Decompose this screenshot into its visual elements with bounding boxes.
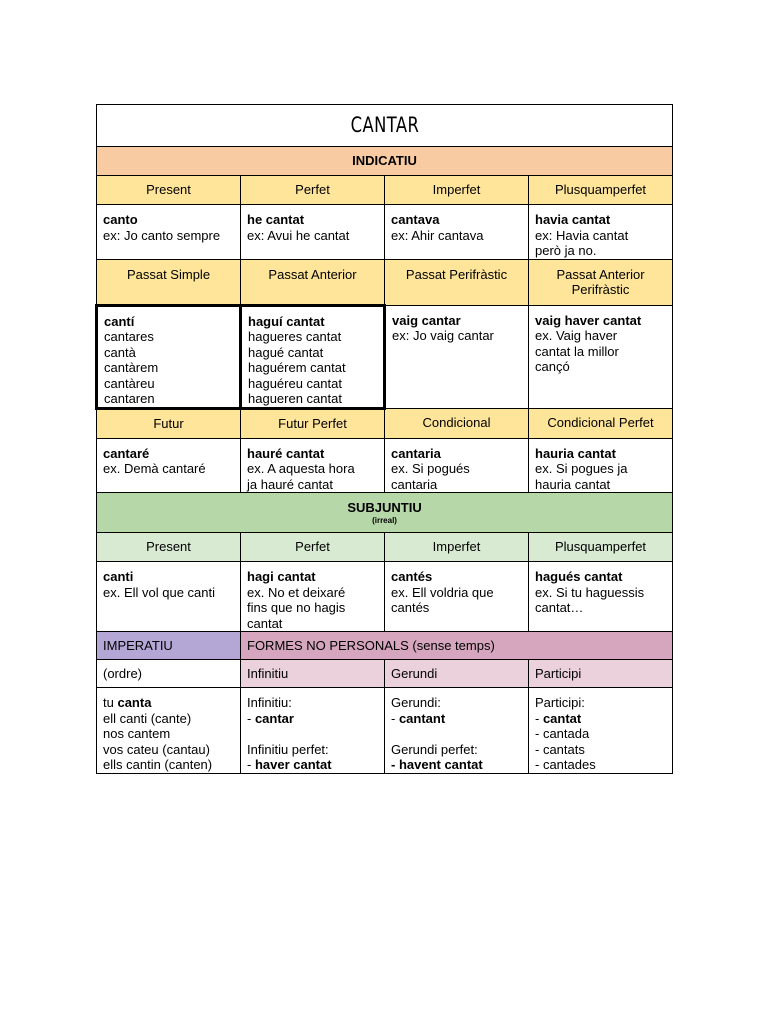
- conjugation-line: cantares: [104, 329, 154, 344]
- verb-form: cantí: [104, 313, 135, 329]
- tense-header: Participi: [529, 660, 673, 688]
- example-line: cantat: [247, 615, 283, 631]
- conjugation-line: hagué cantat: [248, 344, 324, 360]
- verb-form: hagi cantat: [247, 569, 316, 584]
- example-line: ex. Ell vol que canti: [103, 584, 216, 600]
- tense-header: Passat Simple: [97, 259, 241, 305]
- verb-form: cantar: [254, 710, 294, 726]
- spacer: [247, 726, 378, 742]
- conjugation-line: haguérem cantat: [248, 360, 346, 375]
- imperatiu-line: ells cantin (canten): [103, 757, 213, 772]
- section-subjuntiu-label: SUBJUNTIU: [347, 500, 422, 516]
- tense-header: Perfet: [241, 533, 385, 562]
- conjugation-cell: [241, 438, 385, 493]
- conjugation-sheet: [95, 104, 671, 774]
- verb-form: hauria cantat: [535, 445, 616, 461]
- spacer: [391, 726, 522, 742]
- infinitiu-cell: [241, 688, 385, 774]
- example-line: fins que no hagis: [247, 600, 346, 615]
- conjugation-cell: [97, 562, 241, 632]
- infinitiu-label: Infinitiu:: [247, 695, 292, 710]
- participi-line: - cantats: [535, 741, 585, 757]
- verb-title-text: CANTAR: [350, 112, 419, 137]
- verb-form: vaig haver cantat: [535, 312, 642, 328]
- verb-form: cantaré: [103, 445, 150, 461]
- example-line: ex. Si pogues ja: [535, 461, 628, 476]
- example-line: ex. Vaig haver: [535, 328, 618, 343]
- tense-header: Plusquamperfet: [529, 533, 673, 562]
- section-subjuntiu-sublabel: (irreal): [372, 515, 397, 525]
- conjugation-cell: [385, 562, 529, 632]
- conjugation-cell: [385, 305, 529, 408]
- dash: -: [247, 757, 255, 772]
- conjugation-cell: [529, 562, 673, 632]
- dash: -: [247, 710, 255, 726]
- gerundi-label: Gerundi:: [391, 695, 441, 710]
- conjugation-cell: [529, 438, 673, 493]
- example-line: ex: Jo vaig cantar: [392, 328, 494, 343]
- verb-form: canti: [103, 569, 134, 584]
- conjugation-line: cantàreu: [104, 375, 155, 391]
- tense-header: Plusquamperfet: [529, 176, 673, 205]
- verb-title: [97, 105, 673, 147]
- verb-form: he cantat: [247, 212, 305, 227]
- example-line: ex. Ell voldria que: [391, 584, 494, 600]
- conjugation-cell: [241, 205, 385, 260]
- verb-form: haguí cantat: [248, 313, 325, 329]
- participi-line: [535, 711, 666, 727]
- participi-cell: [529, 688, 673, 774]
- example-line: ex: Havia cantat: [535, 227, 629, 243]
- gerundi-perfet-form: - havent cantat: [391, 757, 483, 772]
- verb-form: havia cantat: [535, 212, 611, 227]
- tense-header: Present: [97, 533, 241, 562]
- example-line: cantés: [391, 600, 430, 615]
- example-line: ex. Si tu haguessis: [535, 584, 645, 600]
- conjugation-line: cantaren: [104, 391, 155, 406]
- verb-form: hagués cantat: [535, 569, 623, 584]
- tense-header: Imperfet: [385, 533, 529, 562]
- verb-form: hauré cantat: [247, 445, 325, 461]
- tense-header: Condicional: [385, 408, 529, 438]
- imperatiu-line: ell canti (cante): [103, 710, 192, 726]
- example-line: cantat la millor: [535, 343, 619, 359]
- verb-form: canta: [117, 695, 152, 710]
- conjugation-line: hagueres cantat: [248, 329, 342, 344]
- example-line: ex. Si pogués: [391, 461, 470, 476]
- tense-header: Imperfet: [385, 176, 529, 205]
- verb-form: cantat: [542, 710, 582, 726]
- example-line: ex. No et deixaré: [247, 584, 346, 600]
- example-line: ex: Avui he cantat: [247, 227, 350, 243]
- dash: -: [535, 710, 543, 726]
- example-line: ex: Jo canto sempre: [103, 227, 221, 243]
- section-formes-no-personals: FORMES NO PERSONALS (sense temps): [241, 632, 673, 660]
- section-indicatiu: INDICATIU: [97, 147, 673, 176]
- conjugation-line: hagueren cantat: [248, 391, 342, 406]
- imperatiu-cell: [97, 688, 241, 774]
- conjugation-cell: [241, 305, 385, 408]
- tense-header: Gerundi: [385, 660, 529, 688]
- example-line: ja hauré cantat: [247, 476, 334, 492]
- infinitiu-perfet-label: Infinitiu perfet:: [247, 741, 329, 757]
- conjugation-line: cantà: [104, 344, 136, 360]
- gerundi-line: [391, 711, 522, 727]
- tense-header: Futur Perfet: [241, 408, 385, 438]
- infinitiu-perfet-line: [247, 757, 378, 773]
- conjugation-cell: [97, 438, 241, 493]
- example-line: cançó: [535, 359, 570, 374]
- infinitiu-line: [247, 711, 378, 727]
- gerundi-cell: [385, 688, 529, 774]
- verb-form: cantant: [398, 710, 446, 726]
- dash: -: [391, 710, 399, 726]
- conjugation-cell: [529, 305, 673, 408]
- verb-form: cantava: [391, 212, 440, 227]
- conjugation-cell: [529, 205, 673, 260]
- conjugation-cell: [385, 205, 529, 260]
- example-line: ex. Demà cantaré: [103, 461, 206, 476]
- conjugation-cell: [97, 305, 241, 408]
- participi-line: - cantada: [535, 726, 590, 741]
- tense-header: Futur: [97, 408, 241, 438]
- verb-form: haver cantat: [254, 757, 332, 772]
- conjugation-table: [95, 104, 673, 774]
- imperatiu-line: [103, 695, 234, 711]
- conjugation-line: haguéreu cantat: [248, 375, 342, 391]
- imperatiu-line: vos cateu (cantau): [103, 741, 210, 757]
- example-line: ex. A aquesta hora: [247, 461, 355, 476]
- tense-header: Passat Perifràstic: [385, 259, 529, 305]
- example-line: però ja no.: [535, 243, 597, 258]
- imperatiu-line: nos cantem: [103, 726, 171, 741]
- tense-header: Passat Anterior: [241, 259, 385, 305]
- tense-header: Passat Anterior Perifràstic: [529, 259, 673, 305]
- tense-header: Infinitiu: [241, 660, 385, 688]
- participi-line: - cantades: [535, 757, 596, 772]
- imperatiu-subheader: (ordre): [97, 660, 241, 688]
- conjugation-line: cantàrem: [104, 360, 159, 375]
- imperatiu-pronoun: tu: [103, 695, 118, 710]
- example-line: cantaria: [391, 476, 438, 492]
- verb-form: cantaria: [391, 445, 441, 461]
- tense-header: Present: [97, 176, 241, 205]
- section-subjuntiu: [97, 493, 673, 533]
- example-line: cantat…: [535, 600, 584, 615]
- verb-form: cantés: [391, 569, 433, 584]
- tense-header: Condicional Perfet: [529, 408, 673, 438]
- example-line: hauria cantat: [535, 476, 611, 492]
- conjugation-cell: [385, 438, 529, 493]
- conjugation-cell: [241, 562, 385, 632]
- gerundi-perfet-label: Gerundi perfet:: [391, 741, 478, 757]
- verb-form: canto: [103, 212, 138, 227]
- verb-form: vaig cantar: [392, 312, 461, 328]
- tense-header: Perfet: [241, 176, 385, 205]
- example-line: ex: Ahir cantava: [391, 227, 484, 243]
- participi-label: Participi:: [535, 695, 585, 710]
- conjugation-cell: [97, 205, 241, 260]
- section-imperatiu: IMPERATIU: [97, 632, 241, 660]
